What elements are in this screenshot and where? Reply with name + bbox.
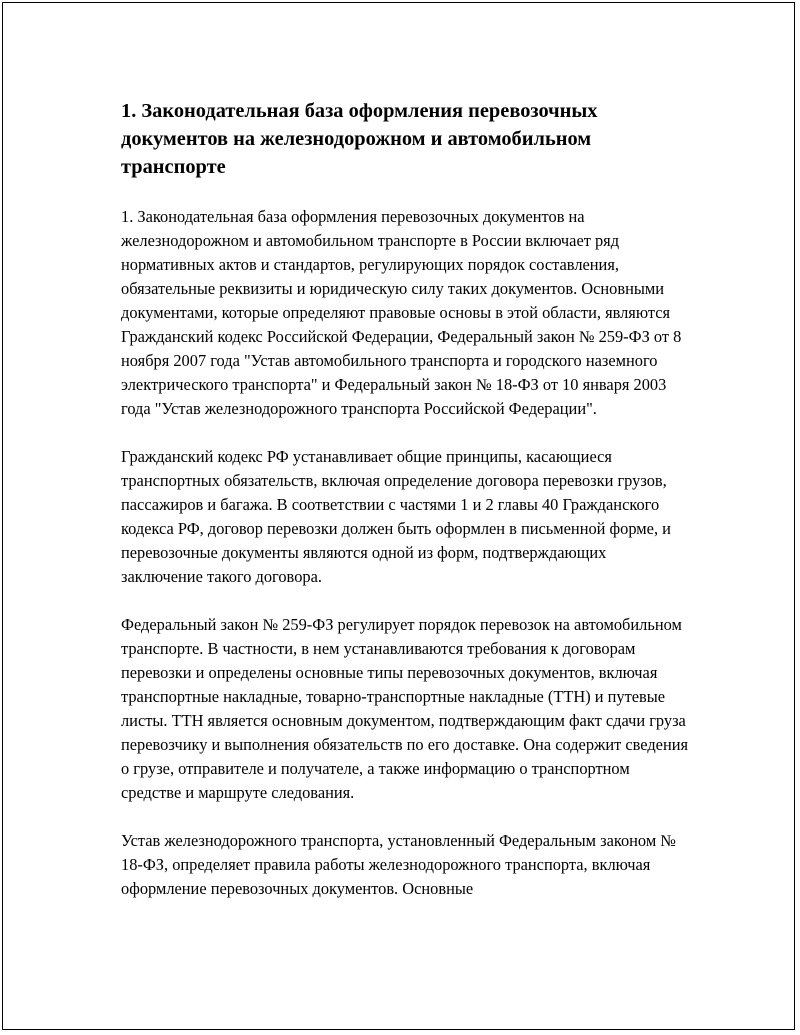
- paragraph-civil-code: Гражданский кодекс РФ устанавливает общие принципы, касающиеся транспортных обязательств, включая определение договора перевозки грузов, пассажиров и багажа. В соответствии с частями 1 и 2 главы 40 Гражданского кодекса РФ, договор перевозки должен быть оформлен в письменной форме, и перевозочные документы являются одной из форм, подтверждающих заключение такого договора.: [121, 447, 671, 586]
- document-page: [2, 2, 795, 1030]
- paragraph-railway-charter: Устав железнодорожного транспорта, установленный Федеральным законом № 18-ФЗ, определяет правила работы железнодорожного транспорта, включая оформление перевозочных документов. Основные: [121, 831, 676, 898]
- document-content: [121, 97, 691, 925]
- document-title: 1. Законодательная база оформления перевозочных документов на железнодорожном и автомобильном транспорте: [121, 100, 598, 178]
- paragraph-law-259: Федеральный закон № 259-ФЗ регулирует порядок перевозок на автомобильном транспорте. В частности, в нем устанавливаются требования к договорам перевозки и определены основные типы перевозочных документов, включая транспортные накладные, товарно-транспортные накладные (ТТН) и путевые листы. ТТН является основным документом, подтверждающим факт сдачи груза перевозчику и выполнения обязательств по его доставке. Она содержит сведения о грузе, отправителе и получателе, а также информацию о транспортном средстве и маршруте следования.: [121, 615, 689, 802]
- paragraph-intro: 1. Законодательная база оформления перевозочных документов на железнодорожном и автомобильном транспорте в России включает ряд нормативных актов и стандартов, регулирующих порядок составления, обязательные реквизиты и юридическую силу таких документов. Основными документами, которые определяют правовые основы в этой области, являются Гражданский кодекс Российской Федерации, Федеральный закон № 259-ФЗ от 8 ноября 2007 года "Устав автомобильного транспорта и городского наземного электрического транспорта" и Федеральный закон № 18-ФЗ от 10 января 2003 года "Устав железнодорожного транспорта Российской Федерации".: [121, 207, 682, 418]
